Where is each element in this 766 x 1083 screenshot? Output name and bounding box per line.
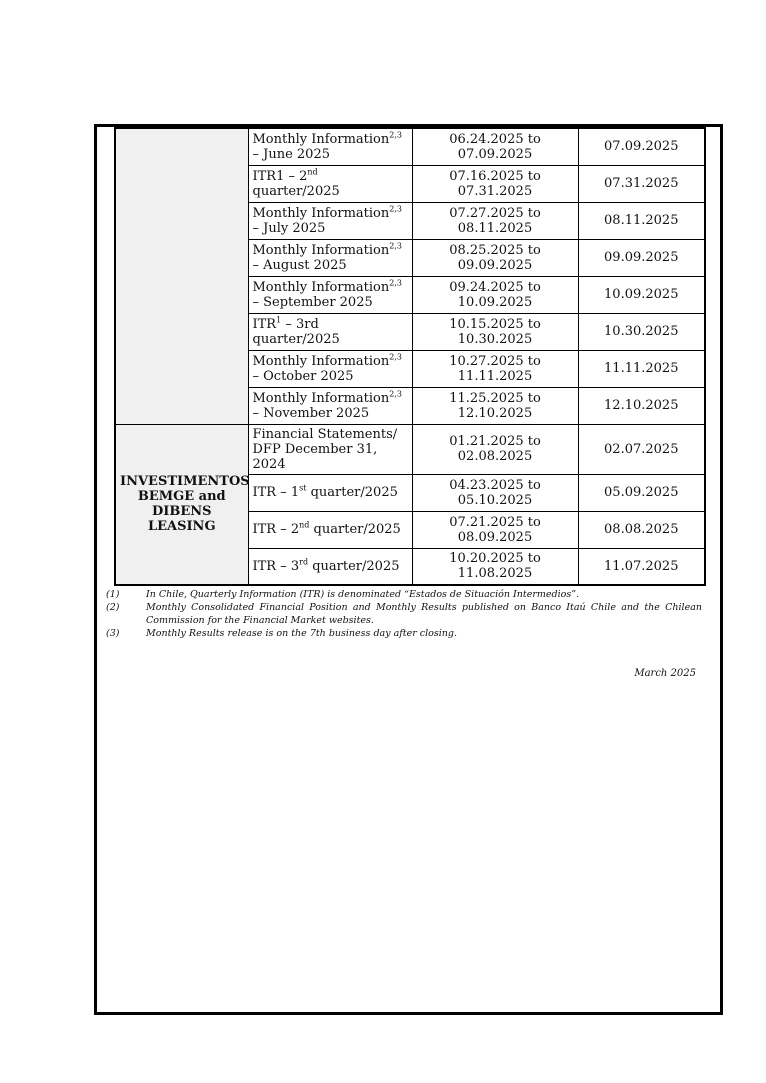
table-row [115, 128, 705, 165]
submission-window-cell: 09.24.2025 to 10.09.2025 [412, 276, 578, 313]
period-cell: Financial Statements/ DFP December 31, 2024 [248, 424, 412, 474]
submission-window-cell: 10.15.2025 to 10.30.2025 [412, 313, 578, 350]
document-date: March 2025 [634, 668, 696, 679]
release-date-cell: 10.30.2025 [578, 313, 705, 350]
submission-window-cell: 10.27.2025 to 11.11.2025 [412, 350, 578, 387]
table-row [115, 424, 705, 474]
period-cell: Monthly Information$^{2,3}$ – July 2025 [248, 202, 412, 239]
release-date-cell: 09.09.2025 [578, 239, 705, 276]
period-cell: ITR$^1$ – 3rd quarter/2025 [248, 313, 412, 350]
period-cell: Monthly Information$^{2,3}$ – September 2025 [248, 276, 412, 313]
release-date-cell: 12.10.2025 [578, 387, 705, 424]
period-cell: ITR – 1st quarter/2025 [248, 474, 412, 511]
submission-window-cell: 07.27.2025 to 08.11.2025 [412, 202, 578, 239]
period-cell: ITR – 2nd quarter/2025 [248, 511, 412, 548]
period-cell: ITR – 3rd quarter/2025 [248, 548, 412, 585]
period-cell: Monthly Information$^{2,3}$ – August 2025 [248, 239, 412, 276]
disclosure-schedule-table [114, 127, 706, 586]
period-cell: Monthly Information$^{2,3}$ – October 2025 [248, 350, 412, 387]
submission-window-cell: 01.21.2025 to 02.08.2025 [412, 424, 578, 474]
release-date-cell: 10.09.2025 [578, 276, 705, 313]
footnote-2: (2) Monthly Consolidated Financial Position and Monthly Results published on Banco Itaú Chile and the Chilean Commission for the Financial Market websites. [106, 602, 702, 626]
release-date-cell: 05.09.2025 [578, 474, 705, 511]
group-name-cell: INVESTIMENTOS BEMGE and DIBENS LEASING [115, 424, 248, 585]
submission-window-cell: 10.20.2025 to 11.08.2025 [412, 548, 578, 585]
submission-window-cell: 07.21.2025 to 08.09.2025 [412, 511, 578, 548]
footnote-1: (1) In Chile, Quarterly Information (ITR) is denominated “Estados de Situación Intermedios”. [106, 589, 580, 600]
footnotes [106, 588, 702, 640]
release-date-cell: 07.31.2025 [578, 165, 705, 202]
release-date-cell: 08.08.2025 [578, 511, 705, 548]
release-date-cell: 02.07.2025 [578, 424, 705, 474]
release-date-cell: 08.11.2025 [578, 202, 705, 239]
period-cell: ITR1 – 2nd quarter/2025 [248, 165, 412, 202]
release-date-cell: 07.09.2025 [578, 128, 705, 165]
release-date-cell: 11.07.2025 [578, 548, 705, 585]
submission-window-cell: 08.25.2025 to 09.09.2025 [412, 239, 578, 276]
submission-window-cell: 04.23.2025 to 05.10.2025 [412, 474, 578, 511]
submission-window-cell: 11.25.2025 to 12.10.2025 [412, 387, 578, 424]
submission-window-cell: 07.16.2025 to 07.31.2025 [412, 165, 578, 202]
period-cell: Monthly Information$^{2,3}$ – June 2025 [248, 128, 412, 165]
release-date-cell: 11.11.2025 [578, 350, 705, 387]
footnote-3: (3) Monthly Results release is on the 7th business day after closing. [106, 628, 457, 639]
submission-window-cell: 06.24.2025 to 07.09.2025 [412, 128, 578, 165]
group-cell-continued [115, 128, 248, 424]
period-cell: Monthly Information$^{2,3}$ – November 2025 [248, 387, 412, 424]
